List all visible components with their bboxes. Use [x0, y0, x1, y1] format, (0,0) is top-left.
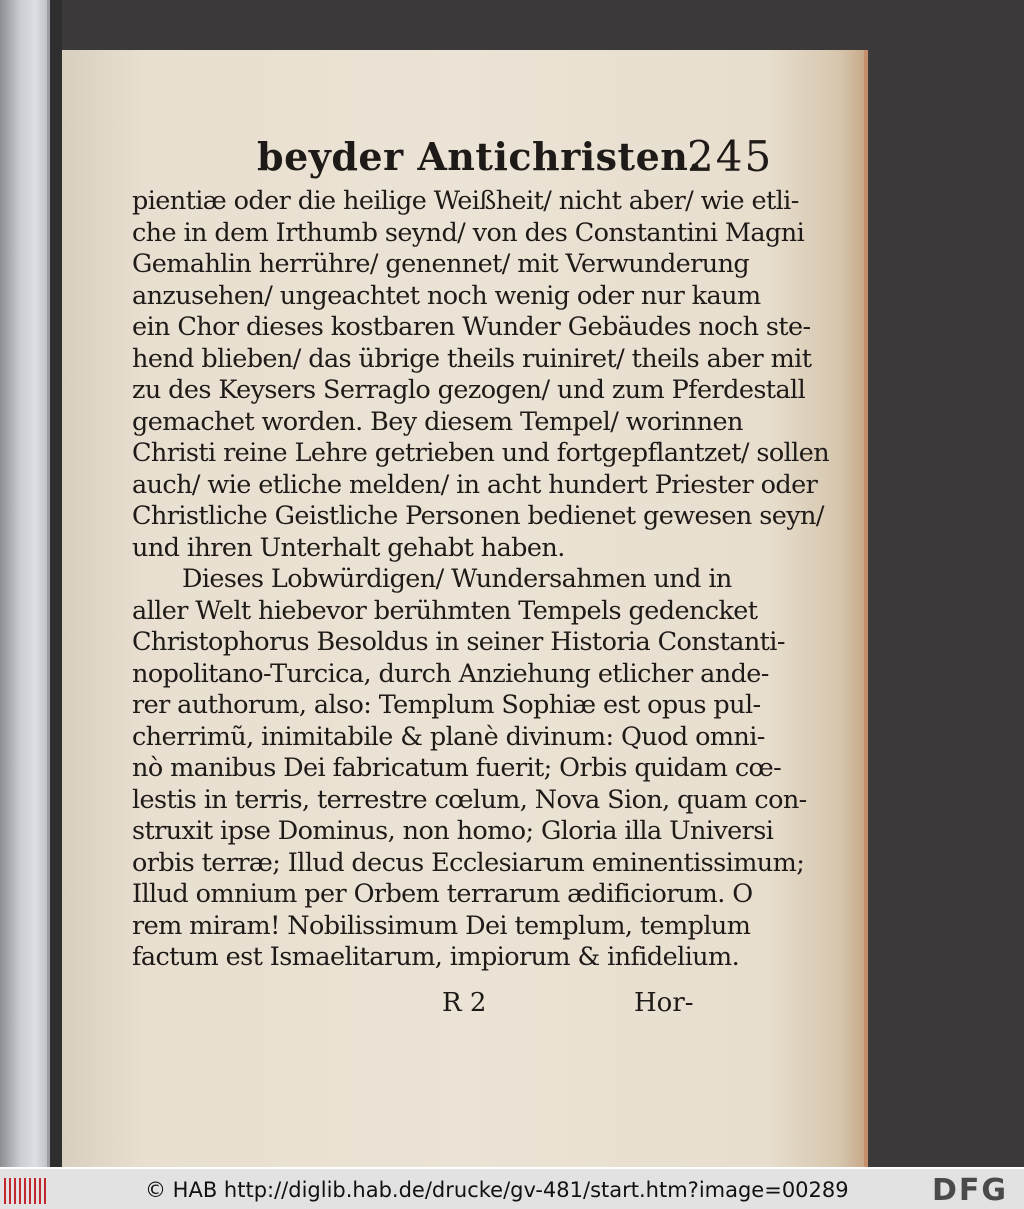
- text-line: gemachet worden. Bey diesem Tempel/ worinnen: [132, 406, 743, 437]
- signature-mark: R 2: [442, 987, 487, 1018]
- source-bar: [0, 1167, 1024, 1209]
- previous-page-edge: [0, 0, 50, 1167]
- text-line: rer authorum, also: Templum Sophiæ est opus pul-: [132, 690, 761, 720]
- catchword: Hor-: [634, 987, 694, 1018]
- text-line: Gemahlin herrühre/ genennet/ mit Verwunderung: [132, 249, 750, 279]
- text-line: auch/ wie etliche melden/ in acht hundert Priester oder: [132, 469, 818, 500]
- body-text: [132, 186, 830, 974]
- text-line: Christi reine Lehre getrieben und fortgepflantzet/ sollen: [132, 438, 830, 468]
- text-line: zu des Keysers Serraglo gezogen/ und zum Pferdestall: [132, 375, 806, 405]
- text-line: nopolitano-Turcica, durch Anziehung etlicher ande-: [132, 658, 769, 689]
- page-footer: [132, 982, 772, 1022]
- text-line: hend blieben/ das übrige theils ruiniret/ theils aber mit: [132, 343, 812, 374]
- text-line: pientiæ oder die heilige Weißheit/ nicht aber/ wie etli-: [132, 186, 799, 216]
- text-line: Illud omnium per Orbem terrarum ædificiorum. O: [132, 879, 753, 909]
- text-line: che in dem Irthumb seynd/ von des Constantini Magni: [132, 217, 805, 248]
- text-line: anzusehen/ ungeachtet noch wenig oder nur kaum: [132, 280, 761, 311]
- text-line: cherrimũ, inimitabile & planè divinum: Quod omni-: [132, 721, 765, 752]
- running-head: [132, 130, 772, 186]
- text-line: rem miram! Nobilissimum Dei templum, templum: [132, 910, 751, 941]
- text-line: Christophorus Besoldus in seiner Historia Constanti-: [132, 627, 785, 657]
- text-line: lestis in terris, terrestre cœlum, Nova Sion, quam con-: [132, 784, 807, 815]
- dfg-logo: DFG: [932, 1173, 1009, 1208]
- text-line: aller Welt hiebevor berühmten Tempels gedencket: [132, 595, 758, 626]
- text-line: ein Chor dieses kostbaren Wunder Gebäudes noch ste-: [132, 312, 811, 342]
- running-head-title: beyder Antichristen.: [257, 134, 703, 179]
- text-line: Dieses Lobwürdigen/ Wundersahmen und in: [182, 564, 732, 594]
- text-line: Christliche Geistliche Personen bedienet gewesen seyn/: [132, 501, 824, 531]
- page-number: 245: [687, 132, 774, 181]
- hab-barcode-icon: [4, 1178, 48, 1204]
- text-line: und ihren Unterhalt gehabt haben.: [132, 532, 565, 563]
- page-text: [132, 130, 830, 1022]
- scanned-page: [62, 50, 868, 1167]
- source-link[interactable]: © HAB http://diglib.hab.de/drucke/gv-481/start.htm?image=00289: [145, 1178, 849, 1202]
- text-line: nò manibus Dei fabricatum fuerit; Orbis quidam cœ-: [132, 753, 782, 783]
- text-line: factum est Ismaelitarum, impiorum & infidelium.: [132, 942, 740, 972]
- text-line: struxit ipse Dominus, non homo; Gloria illa Universi: [132, 816, 774, 846]
- text-line: orbis terræ; Illud decus Ecclesiarum eminentissimum;: [132, 847, 805, 878]
- gutter-shadow: [50, 0, 62, 1167]
